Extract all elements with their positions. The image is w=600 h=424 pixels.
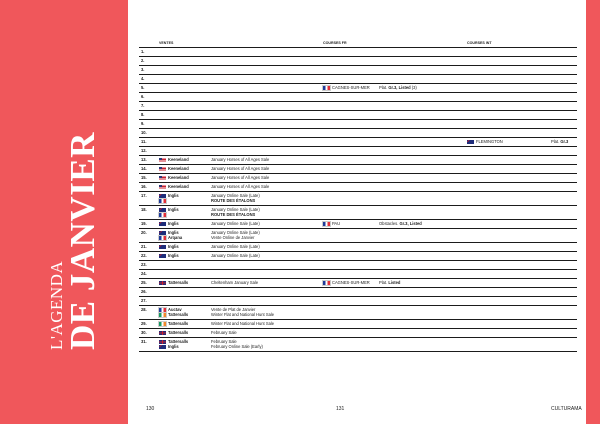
day-number: 9.: [141, 121, 145, 127]
day-number: 20.: [141, 230, 147, 236]
title-line-2: DE JANVIER: [63, 132, 102, 350]
sale-name: Vente Online de Janvier: [211, 235, 255, 241]
sale-houses: [159, 207, 179, 217]
col-header-courses-fr: COURSES FR: [323, 41, 347, 45]
sale-house: [159, 207, 179, 212]
sale-name: January Horses of All Ages Sale: [211, 166, 270, 172]
flag-gb-icon: [159, 331, 166, 335]
sale-house: [159, 184, 189, 189]
sale-house: [159, 221, 179, 226]
sale-house: [159, 344, 188, 349]
sale-names: [211, 207, 260, 217]
sale-name: January Horses of All Ages Sale: [211, 184, 270, 190]
sidebar-band: [0, 0, 128, 424]
course-int: [467, 139, 503, 144]
table-row: [139, 75, 577, 84]
sale-name: ROUTE DES ÉTALONS: [211, 198, 256, 204]
course-fr-type: Obstacles.: [379, 221, 399, 227]
sale-name: Winter Flat and National Hunt Sale: [211, 321, 275, 327]
sale-names: [211, 193, 260, 203]
col-header-ventes: VENTES: [159, 41, 174, 45]
course-fr-grade: Listed: [388, 280, 401, 286]
sale-house: [159, 175, 189, 180]
sale-name: January Online Sale (Late): [211, 193, 260, 199]
col-header-courses-int: COURSES INT: [467, 41, 492, 45]
day-number: 2.: [141, 58, 145, 64]
table-row: [139, 84, 577, 93]
course-fr-grade: Gr.3, Listed: [399, 221, 422, 227]
course-fr-place: CAGNES-SUR-MER: [332, 85, 370, 91]
sale-house: [159, 253, 179, 258]
sale-name: February Sale: [211, 339, 237, 345]
day-number: 17.: [141, 193, 147, 199]
flag-us-icon: [159, 185, 166, 189]
flag-ie-icon: [159, 322, 166, 326]
flag-au-icon: [159, 222, 166, 226]
sale-house-name: Inglis: [168, 253, 179, 259]
sale-house-name: Keeneland: [168, 184, 189, 190]
course-fr: [323, 280, 370, 285]
table-row: [139, 338, 577, 352]
sale-house: [159, 157, 189, 162]
day-number: 15.: [141, 175, 147, 181]
table-row: [139, 297, 577, 306]
course-int-type: Plat.: [551, 139, 560, 145]
sale-name: Cheltenham January Sale: [211, 280, 259, 286]
sale-houses: [159, 330, 188, 335]
table-row: [139, 206, 577, 220]
sale-names: [211, 339, 263, 349]
day-number: 4.: [141, 76, 145, 82]
sale-name: ROUTE DES ÉTALONS: [211, 212, 256, 218]
sale-house-name: Tattersalls: [168, 321, 189, 327]
course-fr-desc: [379, 85, 417, 90]
flag-fr-icon: [323, 86, 330, 90]
sale-houses: [159, 184, 189, 189]
table-row: [139, 229, 577, 243]
flag-us-icon: [159, 176, 166, 180]
table-row: [139, 252, 577, 261]
sale-house: [159, 198, 179, 203]
sale-house-name: Inglis: [168, 344, 179, 350]
day-number: 21.: [141, 244, 147, 250]
table-header: [139, 40, 577, 48]
sale-name: January Online Sale (Late): [211, 221, 260, 227]
sale-houses: [159, 280, 188, 285]
sale-house: [159, 312, 188, 317]
sale-name: Vente de Plat de Janvier: [211, 307, 256, 313]
sale-names: [211, 307, 274, 317]
table-row: [139, 270, 577, 279]
table-row: [139, 183, 577, 192]
day-number: 7.: [141, 103, 145, 109]
sale-house-name: Inglis: [168, 207, 179, 213]
day-number: 27.: [141, 298, 147, 304]
sale-house-name: Inglis: [168, 230, 179, 236]
sale-house-name: Tattersalls: [168, 339, 189, 345]
day-number: 12.: [141, 148, 147, 154]
table-row: [139, 220, 577, 229]
day-number: 31.: [141, 339, 147, 345]
sale-house: [159, 280, 188, 285]
sale-houses: [159, 307, 188, 317]
sale-name: February Online Sale (Early): [211, 344, 263, 350]
sale-house-name: Inglis: [168, 221, 179, 227]
sale-names: [211, 230, 260, 240]
course-int-place: FLEMINGTON: [476, 139, 503, 145]
table-row: [139, 93, 577, 102]
table-row: [139, 329, 577, 338]
table-row: [139, 156, 577, 165]
flag-gb-icon: [159, 340, 166, 344]
table-row: [139, 129, 577, 138]
flag-fr-icon: [159, 199, 166, 203]
day-number: 29.: [141, 321, 147, 327]
table-row: [139, 111, 577, 120]
flag-au-icon: [159, 245, 166, 249]
day-number: 26.: [141, 289, 147, 295]
course-fr-desc: [379, 280, 400, 285]
right-edge-band: [586, 0, 600, 424]
sale-house-name: Arqana: [168, 235, 183, 241]
day-number: 8.: [141, 112, 145, 118]
sale-houses: [159, 175, 189, 180]
sale-house-name: Inglis: [168, 244, 179, 250]
table-row: [139, 261, 577, 270]
day-number: 3.: [141, 67, 145, 73]
sale-names: [211, 157, 269, 162]
course-fr-type: Plat.: [379, 85, 388, 91]
vertical-title: [48, 100, 100, 350]
day-number: 28.: [141, 307, 147, 313]
sale-names: [211, 321, 274, 326]
day-number: 10.: [141, 130, 147, 136]
sale-house-name: Auctav: [168, 307, 182, 313]
table-body: [139, 48, 577, 352]
day-number: 18.: [141, 207, 147, 213]
sale-houses: [159, 253, 179, 258]
sale-names: [211, 175, 269, 180]
table-row: [139, 147, 577, 156]
flag-au-icon: [159, 345, 166, 349]
sale-house: [159, 330, 188, 335]
table-row: [139, 102, 577, 111]
title-line-1: L'AGENDA: [47, 260, 66, 350]
sale-house: [159, 212, 179, 217]
table-row: [139, 66, 577, 75]
table-row: [139, 288, 577, 297]
sale-name: January Online Sale (Late): [211, 244, 260, 250]
day-number: 13.: [141, 157, 147, 163]
sale-names: [211, 221, 260, 226]
flag-au-icon: [159, 208, 166, 212]
day-number: 19.: [141, 221, 147, 227]
sale-house: [159, 166, 189, 171]
sale-house-name: Tattersalls: [168, 312, 189, 318]
course-fr: [323, 221, 340, 226]
sale-names: [211, 253, 260, 258]
table-row: [139, 165, 577, 174]
sale-house-name: Tattersalls: [168, 330, 189, 336]
course-fr-type: Plat.: [379, 280, 388, 286]
day-number: 1.: [141, 49, 145, 55]
sale-houses: [159, 166, 189, 171]
table-row: [139, 192, 577, 206]
course-fr-place: CAGNES-SUR-MER: [332, 280, 370, 286]
table-row: [139, 120, 577, 129]
sale-houses: [159, 321, 188, 326]
sale-houses: [159, 193, 179, 203]
course-fr-place: PAU: [332, 221, 341, 227]
table-row: [139, 174, 577, 183]
sale-names: [211, 184, 269, 189]
sale-name: January Online Sale (Late): [211, 253, 260, 259]
day-number: 22.: [141, 253, 147, 259]
course-fr: [323, 85, 370, 90]
sale-house-name: Tattersalls: [168, 280, 189, 286]
sale-house: [159, 193, 179, 198]
sale-name: Winter Flat and National Hunt Sale: [211, 312, 275, 318]
flag-au-icon: [159, 231, 166, 235]
day-number: 30.: [141, 330, 147, 336]
flag-au-icon: [159, 254, 166, 258]
table-row: [139, 138, 577, 147]
flag-au-icon: [159, 194, 166, 198]
day-number: 23.: [141, 262, 147, 268]
sale-names: [211, 280, 258, 285]
page-number-right: 131: [336, 406, 345, 412]
day-number: 5.: [141, 85, 145, 91]
sale-houses: [159, 230, 182, 240]
sale-names: [211, 244, 260, 249]
day-number: 14.: [141, 166, 147, 172]
table-row: [139, 320, 577, 329]
flag-fr-icon: [323, 222, 330, 226]
flag-us-icon: [159, 167, 166, 171]
flag-fr-icon: [159, 236, 166, 240]
brand-footer: CULTURAMA: [551, 406, 582, 412]
sale-names: [211, 166, 269, 171]
sale-name: January Online Sale (Late): [211, 207, 260, 213]
day-number: 24.: [141, 271, 147, 277]
flag-gb-icon: [159, 281, 166, 285]
day-number: 25.: [141, 280, 147, 286]
sale-name: January Online Sale (Late): [211, 230, 260, 236]
table-row: [139, 57, 577, 66]
sale-name: February Sale: [211, 330, 237, 336]
day-number: 16.: [141, 184, 147, 190]
sale-house: [159, 235, 182, 240]
agenda-table: [139, 40, 577, 352]
course-int-desc: [551, 139, 568, 144]
sale-house-name: Inglis: [168, 193, 179, 199]
flag-fr-icon: [159, 308, 166, 312]
sale-house-name: Keeneland: [168, 166, 189, 172]
sale-name: January Horses of All Ages Sale: [211, 175, 270, 181]
sale-houses: [159, 157, 189, 162]
sale-houses: [159, 339, 188, 349]
page-number-left: 130: [146, 406, 155, 412]
course-fr-grade: Gr.3, Listed: [388, 85, 411, 91]
flag-us-icon: [159, 158, 166, 162]
table-row: [139, 48, 577, 57]
sale-house: [159, 244, 179, 249]
flag-ie-icon: [159, 313, 166, 317]
table-row: [139, 243, 577, 252]
flag-fr-icon: [159, 213, 166, 217]
day-number: 11.: [141, 139, 147, 145]
flag-au-icon: [467, 140, 474, 144]
course-fr-count: (3): [411, 85, 417, 91]
sale-name: January Horses of All Ages Sale: [211, 157, 270, 163]
table-row: [139, 306, 577, 320]
sale-house-name: Keeneland: [168, 175, 189, 181]
course-int-grade: Gr.3: [560, 139, 569, 145]
sale-names: [211, 330, 237, 335]
day-number: 6.: [141, 94, 145, 100]
table-row: [139, 279, 577, 288]
sale-house-name: Keeneland: [168, 157, 189, 163]
sale-houses: [159, 221, 179, 226]
sale-house: [159, 321, 188, 326]
flag-fr-icon: [323, 281, 330, 285]
sale-houses: [159, 244, 179, 249]
course-fr-desc: [379, 221, 422, 226]
